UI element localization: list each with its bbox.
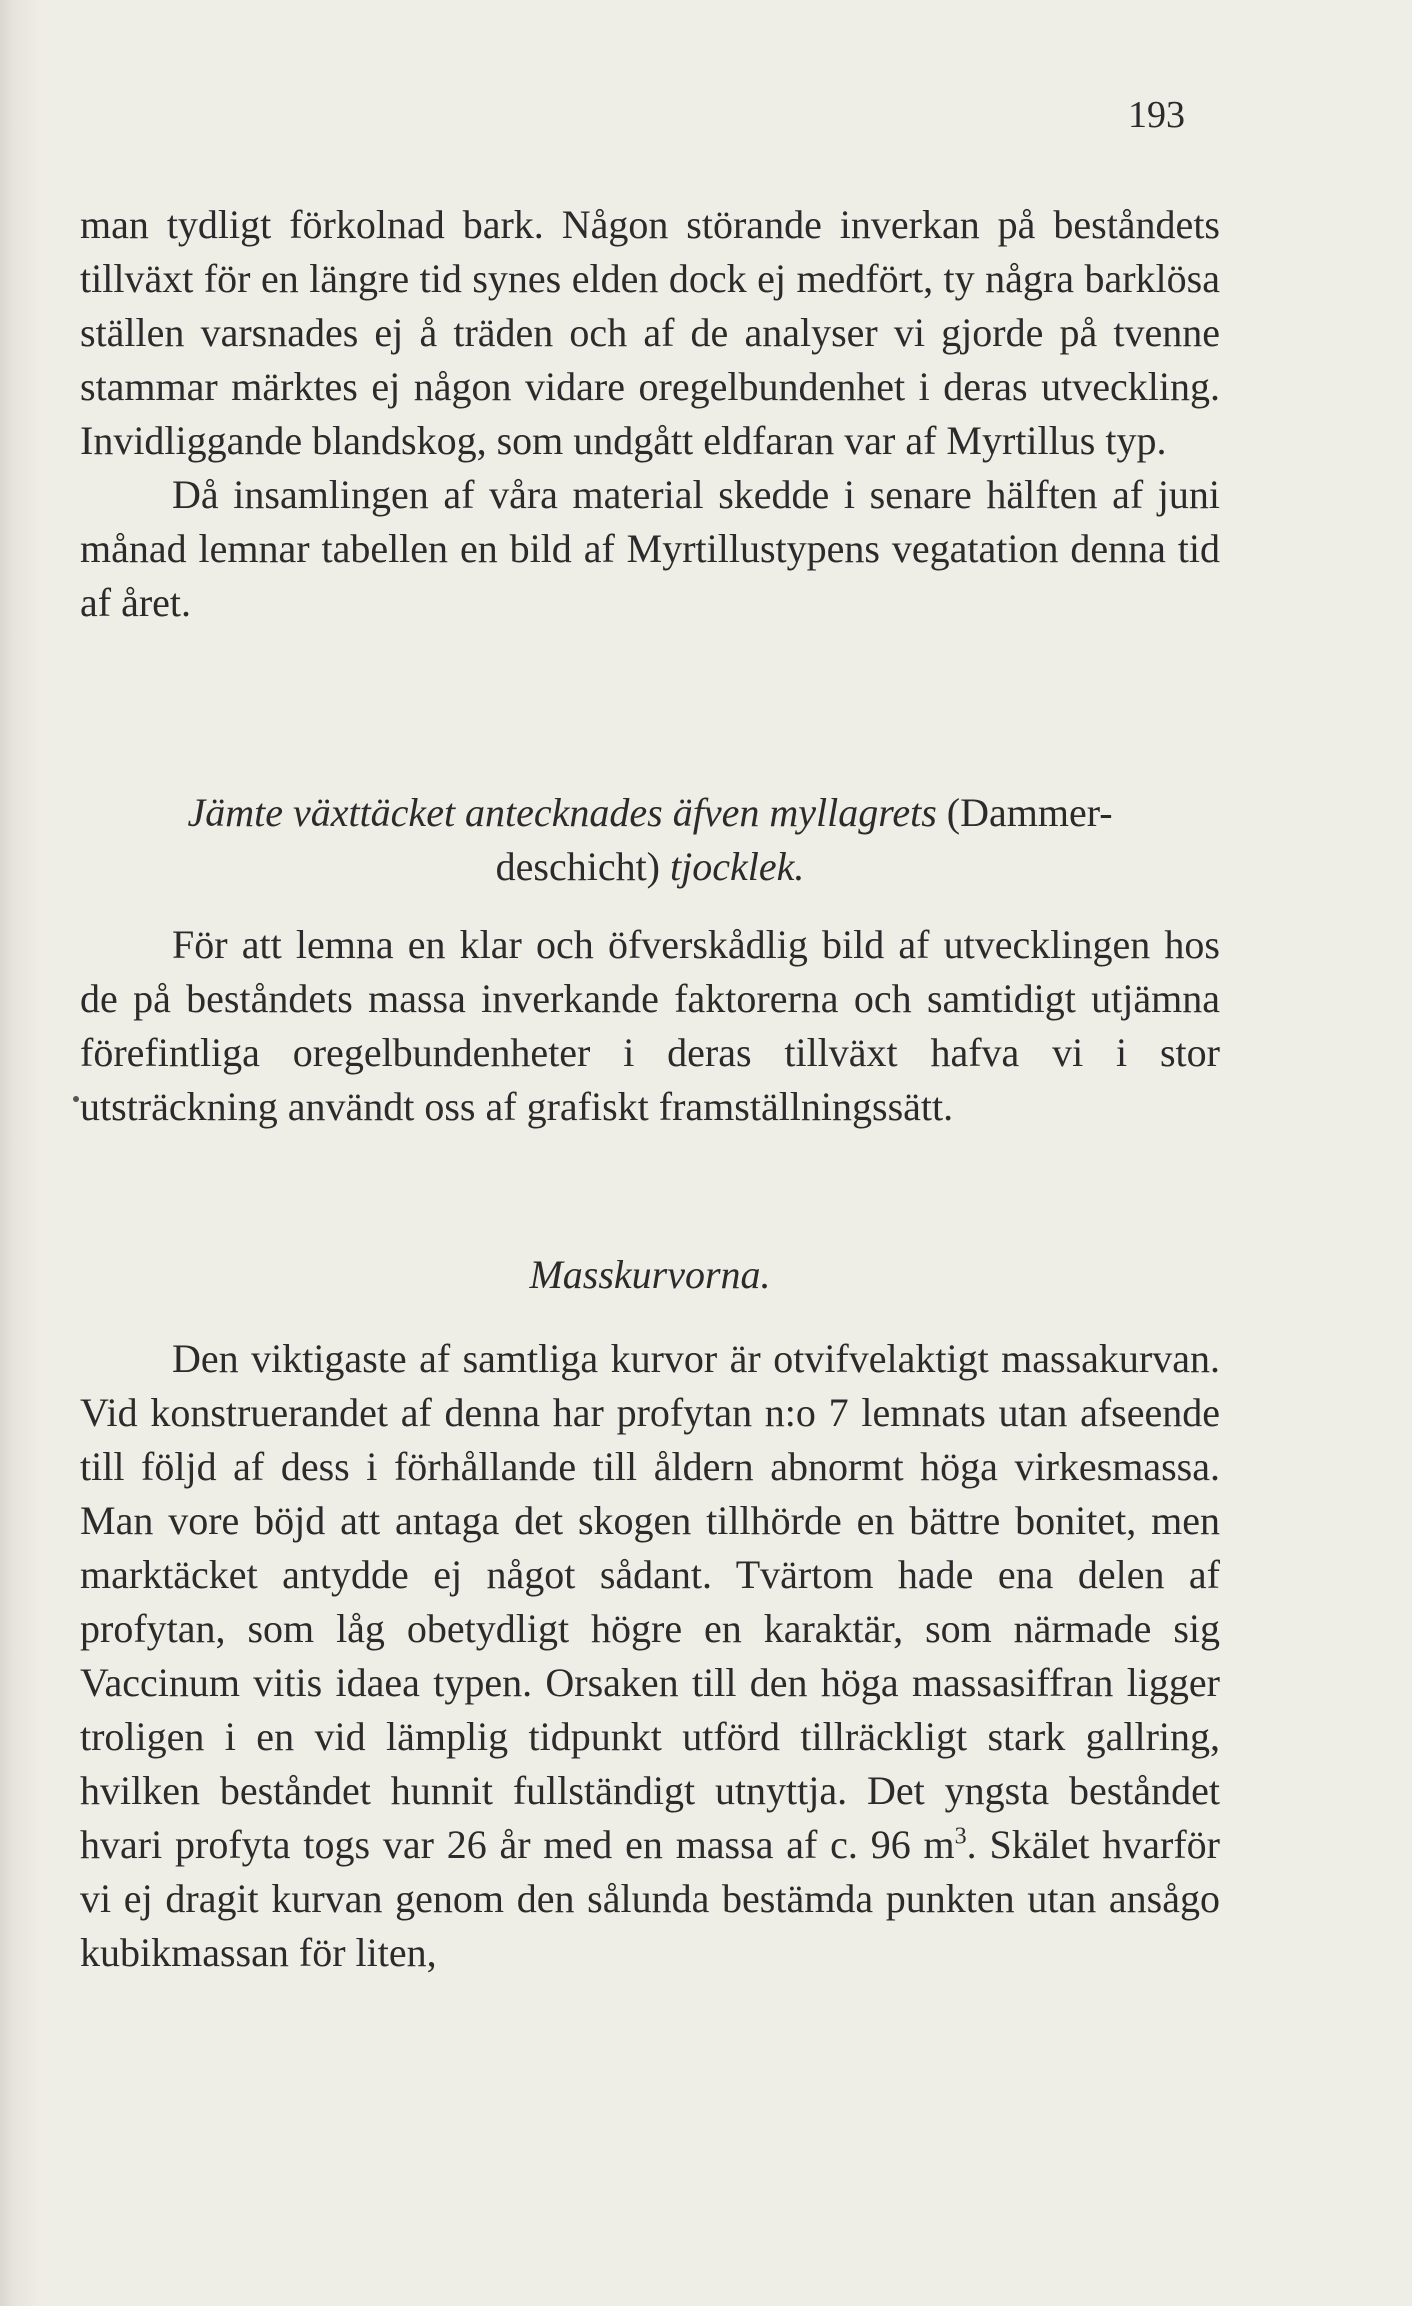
paragraph-4 bbox=[80, 1332, 1220, 1980]
paragraph-4-block bbox=[80, 1332, 1220, 1980]
heading-italic-part: Jämte växttäcket antecknades äfven myllagrets bbox=[187, 790, 937, 835]
paragraph-4-text-end: . Skälet hvarför vi ej dragit kurvan genom den sålunda bestämda punkten utan ansågo kubikmassan för liten, bbox=[80, 1822, 1221, 1975]
paragraph-3: För att lemna en klar och öfverskådlig bild af utvecklingen hos de på beståndets massa inverkande faktorerna och samtidigt utjämna förefintliga oregelbundenheter i deras tillväxt hafva vi i stor utsträckning användt oss af grafiskt framställningssätt. bbox=[80, 922, 1220, 1129]
paragraph-2: Då insamlingen af våra material skedde i senare hälften af juni månad lemnar tabellen en bild af Myrtillustypens vegatation denna tid af året. bbox=[80, 472, 1220, 625]
cubic-superscript: 3 bbox=[954, 1823, 967, 1850]
paragraph-1-block bbox=[80, 198, 1220, 630]
heading-italic-part-2: tjocklek. bbox=[670, 844, 805, 889]
heading-line-2 bbox=[80, 840, 1220, 894]
page-number: 193 bbox=[1128, 94, 1185, 136]
heading-upright-part: (Dammer- bbox=[946, 790, 1113, 835]
section-note-heading bbox=[80, 786, 1220, 894]
heading-upright-part-2: deschicht) bbox=[495, 844, 660, 889]
paragraph-4-text: Den viktigaste af samtliga kurvor är otvifvelaktigt massakurvan. Vid konstruerandet af denna har profytan n:o 7 lemnats utan afseende till följd af dess i förhållande till åldern abnormt höga virkesmassa. Man vore böjd att antaga det skogen tillhörde en bättre bonitet, men marktäcket antydde ej något sådant. Tvärtom hade ena delen af profytan, som låg obetydligt högre en karaktär, som närmade sig Vaccinum vitis idaea typen. Orsaken till den höga massasiffran ligger troligen i en vid lämplig tidpunkt utförd tillräckligt stark gallring, hvilken beståndet hunnit fullständigt utnyttja. Det yngsta beståndet hvari profyta togs var 26 år med en massa af c. 96 m bbox=[80, 1336, 1220, 1867]
paragraph-3-block bbox=[80, 918, 1220, 1134]
paragraph-1: man tydligt förkolnad bark. Någon störande inverkan på beståndets tillväxt för en längre tid synes elden dock ej medfört, ty några barklösa ställen varsnades ej å träden och af de analyser vi gjorde på tvenne stammar märktes ej någon vidare oregelbundenhet i deras utveckling. Invidliggande blandskog, som undgått eldfaran var af Myrtillus typ. bbox=[80, 202, 1220, 463]
print-speck bbox=[73, 1096, 79, 1102]
section-heading-masskurvorna: Masskurvorna. bbox=[529, 1252, 771, 1297]
heading-line-1 bbox=[80, 786, 1220, 840]
